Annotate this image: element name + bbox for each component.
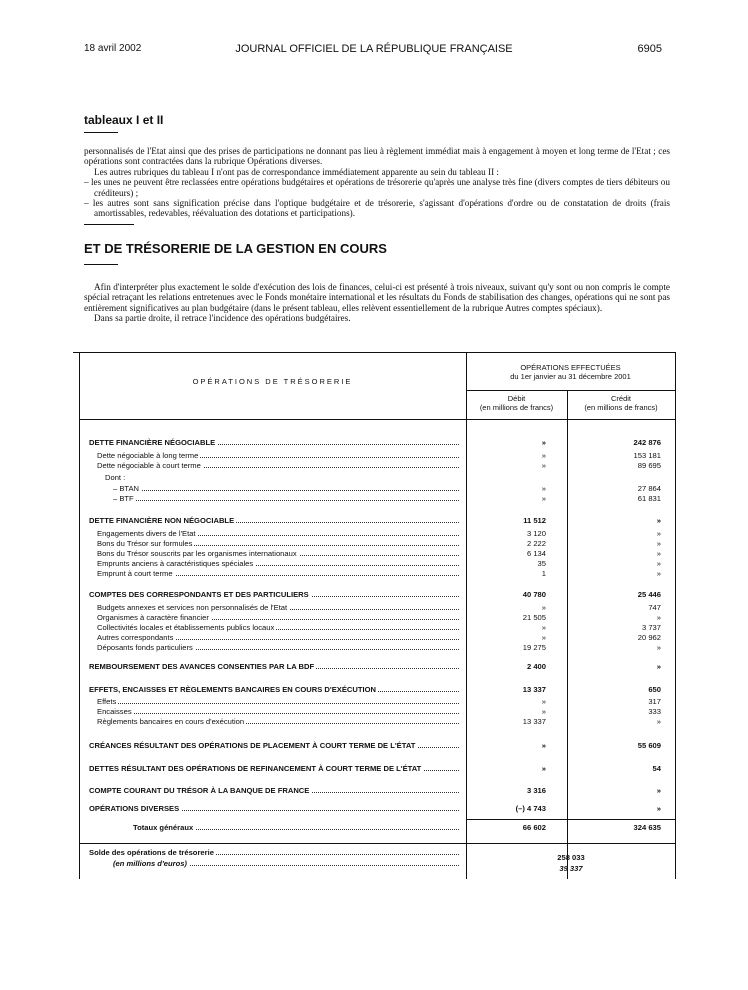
row-debit: 2 400 [526, 662, 546, 671]
row-label-text: Emprunts anciens à caractéristiques spéciales [97, 559, 254, 568]
row-debit: » [541, 461, 546, 470]
row-label-text: Effets [97, 697, 117, 706]
header-page-number: 6905 [637, 43, 662, 55]
section-heading-tableaux: tableaux I et II [84, 113, 164, 127]
header-operations: OPÉRATIONS DE TRÉSORERIE [192, 377, 353, 386]
section1-para1: personnalisés de l'Etat ainsi que des prises de participations ne donnant pas lieu à règlement immédiat mais à engagement à moyen et long terme de l'Etat ; ces opérations sont contractées dans la rubrique Opérations diverses. [84, 146, 670, 167]
row-credit: » [656, 613, 661, 622]
section2-para2: Dans sa partie droite, il retrace l'incidence des opérations budgétaires. [94, 313, 351, 324]
row-label-text: Règlements bancaires en cours d'exécution [97, 717, 245, 726]
row-credit: 25 446 [637, 590, 661, 599]
row-credit: » [656, 786, 661, 795]
table-left-border [79, 352, 80, 879]
header-date: 18 avril 2002 [84, 43, 142, 54]
leader-dots [113, 500, 459, 501]
row-credit: » [656, 516, 661, 525]
row-credit: 54 [652, 764, 661, 773]
row-label-text: COMPTE COURANT DU TRÉSOR À LA BANQUE DE FRANCE [89, 786, 310, 795]
row-label-text: Autres correspondants [97, 633, 174, 642]
row-label-text: Dont : [105, 473, 126, 482]
row-label-text: Emprunt à court terme [97, 569, 173, 578]
row-credit: 747 [648, 603, 661, 612]
row-credit: 317 [648, 697, 661, 706]
row-label [89, 786, 459, 795]
row-debit: 13 337 [522, 717, 546, 726]
row-credit: » [656, 559, 661, 568]
leader-dots [97, 713, 459, 714]
row-debit: » [541, 633, 546, 642]
leader-dots [113, 490, 459, 491]
row-credit: 61 831 [637, 494, 661, 503]
row-debit: 3 316 [526, 786, 546, 795]
header-credit: Crédit [610, 394, 631, 403]
section2-text [84, 282, 670, 324]
row-label-text: CRÉANCES RÉSULTANT DES OPÉRATIONS DE PLACEMENT À COURT TERME DE L'ÉTAT [89, 741, 416, 750]
row-credit: 333 [648, 707, 661, 716]
table-header-bottom-rule [79, 419, 676, 420]
row-credit: » [656, 643, 661, 652]
row-debit: » [541, 741, 546, 750]
row-credit: » [656, 549, 661, 558]
row-label [89, 848, 459, 857]
row-credit: » [656, 539, 661, 548]
row-credit: » [656, 804, 661, 813]
row-label [97, 707, 459, 716]
row-label-text: Engagements divers de l'Etat [97, 529, 196, 538]
solde-euros-value: 39 337 [559, 864, 583, 873]
row-label [97, 451, 459, 460]
row-debit: 2 222 [526, 539, 546, 548]
row-label-text: OPÉRATIONS DIVERSES [89, 804, 180, 813]
row-debit: (–) 4 743 [515, 804, 546, 813]
table-group-header-rule [466, 390, 676, 391]
row-label [97, 717, 459, 726]
row-label [97, 633, 459, 642]
row-debit: 13 337 [522, 685, 546, 694]
row-label-text: Encaisses [97, 707, 132, 716]
row-label-text: DETTE FINANCIÈRE NÉGOCIABLE [89, 438, 216, 447]
row-label [97, 697, 459, 706]
row-credit: 20 962 [637, 633, 661, 642]
row-label [113, 484, 459, 493]
row-label [97, 529, 459, 538]
row-label [97, 559, 459, 568]
row-credit: 89 695 [637, 461, 661, 470]
row-credit: 27 864 [637, 484, 661, 493]
section1-bullet1: – les unes ne peuvent être reclassées entre opérations budgétaires et opérations de trésorerie qu'après une analyse très fine (divers comptes de tiers débiteurs ou créditeurs) ; [84, 177, 670, 198]
row-label [97, 569, 459, 578]
totals-top-rule [466, 819, 676, 820]
row-label-text: DETTE FINANCIÈRE NON NÉGOCIABLE [89, 516, 235, 525]
row-debit: 3 120 [526, 529, 546, 538]
header-debit-unit: (en millions de francs) [479, 403, 554, 412]
row-debit: 21 505 [522, 613, 546, 622]
row-credit: 55 609 [637, 741, 661, 750]
section1-bullet2: – les autres sont sans signification précise dans l'optique budgétaire et de trésorerie, s'agissant d'opérations d'ordre ou de constatation de droits (frais amortissables, redevables, réévaluation des dotations et participations). [84, 198, 670, 219]
row-debit: » [541, 707, 546, 716]
section1-end-rule [84, 224, 134, 225]
row-debit: » [541, 603, 546, 612]
row-credit: 324 635 [633, 823, 661, 832]
row-label [89, 438, 459, 447]
row-label-text: Déposants fonds particuliers [97, 643, 193, 652]
row-debit: » [541, 697, 546, 706]
row-label [105, 473, 459, 482]
row-label-text: (en millions d'euros) [113, 859, 187, 868]
header-debit: Débit [507, 394, 526, 403]
row-label-text: Budgets annexes et services non personnalisés de l'Etat [97, 603, 288, 612]
section1-para2: Les autres rubriques du tableau I n'ont pas de correspondance immédiatement apparente au sein du tableau II : [94, 166, 499, 177]
row-debit: 66 602 [522, 823, 546, 832]
row-credit: 650 [648, 685, 661, 694]
row-debit: 35 [537, 559, 546, 568]
row-debit: » [541, 494, 546, 503]
row-label-text: COMPTES DES CORRESPONDANTS ET DES PARTICULIERS [89, 590, 309, 599]
row-debit: 11 512 [523, 516, 546, 525]
row-label [97, 461, 459, 470]
section2-para1: Afin d'interpréter plus exactement le solde d'exécution des lois de finances, celui-ci est présenté à trois niveaux, suivant qu'y sont ou non compris le compte spécial retraçant les relations entretenues avec le Fonds monétaire international et les résultats du Fonds de stabilisation des changes, opérations qui ne sont pas entièrement significatives au plan budgétaire (dans le présent tableau, elles relèvent essentiellement de la rubrique Autres comptes spéciaux). [84, 282, 670, 313]
row-label [89, 685, 459, 694]
header-operations-effectuees: OPÉRATIONS EFFECTUÉES [520, 363, 621, 372]
row-label [97, 539, 459, 548]
header-period: du 1er janvier au 31 décembre 2001 [510, 372, 631, 381]
row-debit: » [541, 451, 546, 460]
row-label [133, 823, 459, 832]
row-label-text: DETTES RÉSULTANT DES OPÉRATIONS DE REFINANCEMENT À COURT TERME DE L'ÉTAT [89, 764, 422, 773]
row-label [97, 623, 459, 632]
row-debit: 40 780 [522, 590, 546, 599]
row-credit: 3 737 [641, 623, 661, 632]
row-label-text: Bons du Trésor souscrits par les organismes internationaux [97, 549, 297, 558]
row-credit: » [656, 662, 661, 671]
row-credit: 242 876 [633, 438, 661, 447]
row-debit: 19 275 [522, 643, 546, 652]
row-label-text: Dette négociable à long terme [97, 451, 199, 460]
row-label [89, 741, 459, 750]
row-debit: 1 [541, 569, 546, 578]
row-label-text: Organismes à caractère financier [97, 613, 209, 622]
row-credit: » [656, 569, 661, 578]
row-credit: 153 181 [633, 451, 661, 460]
row-label-text: Solde des opérations de trésorerie [89, 848, 214, 857]
row-credit: » [656, 529, 661, 538]
row-label-text: Bons du Trésor sur formules [97, 539, 193, 548]
row-debit: » [541, 438, 546, 447]
header-title: JOURNAL OFFICIEL DE LA RÉPUBLIQUE FRANÇAISE [235, 43, 513, 55]
row-label [113, 494, 459, 503]
row-credit: » [656, 717, 661, 726]
section1-text [84, 146, 670, 219]
row-label-text: EFFETS, ENCAISSES ET RÈGLEMENTS BANCAIRES EN COURS D'EXÉCUTION [89, 685, 377, 694]
row-label [97, 549, 459, 558]
section-heading-tresorerie: ET DE TRÉSORERIE DE LA GESTION EN COURS [84, 241, 387, 256]
row-label-text: – BTF [113, 494, 134, 503]
row-debit: 6 134 [526, 549, 546, 558]
solde-francs-value: 258 033 [557, 853, 585, 862]
row-label [89, 764, 459, 773]
operations-tresorerie-table [73, 352, 676, 879]
row-label-text: REMBOURSEMENT DES AVANCES CONSENTIES PAR LA BDF [89, 662, 315, 671]
row-debit: » [541, 484, 546, 493]
row-label-text: Collectivités locales et établissements publics locaux [97, 623, 275, 632]
totals-bottom-rule [79, 843, 676, 844]
table-right-border [675, 352, 676, 879]
row-label-text: Totaux généraux [133, 823, 194, 832]
row-debit: » [541, 764, 546, 773]
row-label [97, 603, 459, 612]
row-label [89, 516, 459, 525]
row-debit: » [541, 623, 546, 632]
table-top-border [73, 352, 676, 353]
row-label [89, 804, 459, 813]
heading-rule [84, 132, 118, 133]
row-label [97, 613, 459, 622]
row-label [89, 662, 459, 671]
leader-dots [97, 703, 459, 704]
row-label [113, 859, 459, 868]
row-label [97, 643, 459, 652]
row-label [89, 590, 459, 599]
row-label-text: – BTAN [113, 484, 140, 493]
row-label-text: Dette négociable à court terme [97, 461, 201, 470]
header-credit-unit: (en millions de francs) [584, 403, 658, 412]
heading-rule-2 [84, 264, 118, 265]
